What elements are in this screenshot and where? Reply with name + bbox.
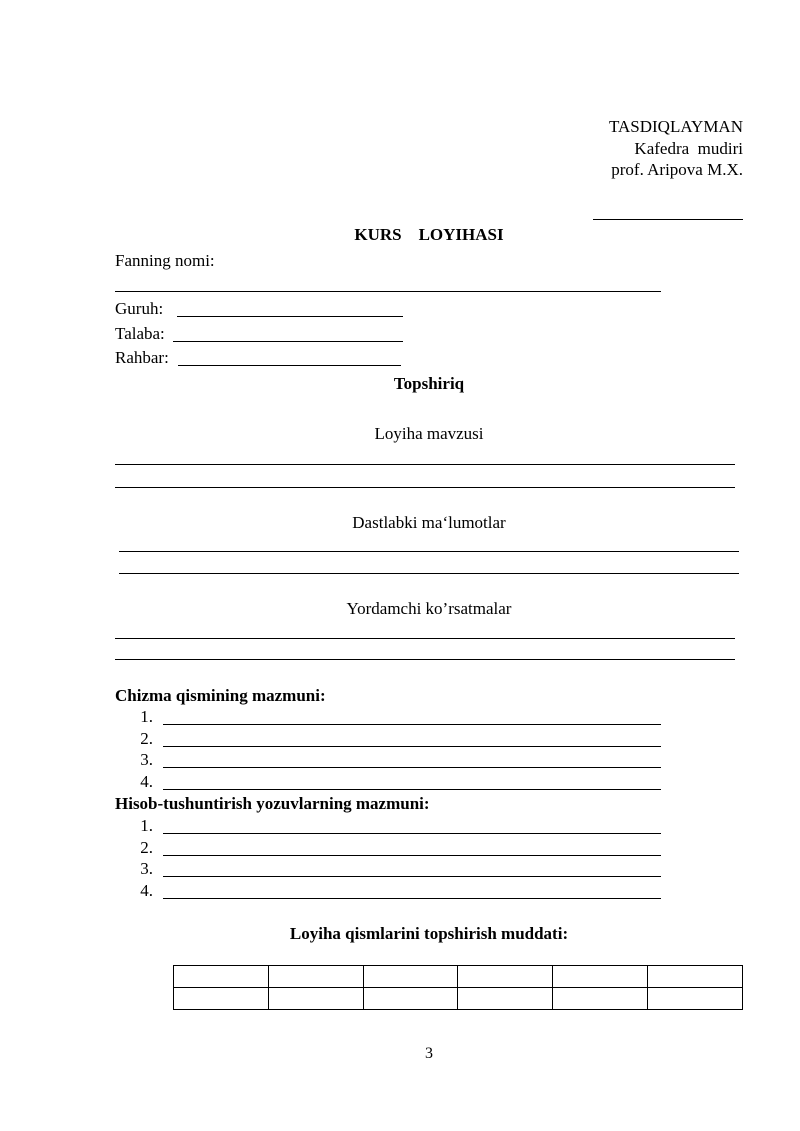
approval-name: prof. Aripova M.X. [611, 160, 743, 179]
drawing-item-number: 1. [140, 707, 153, 726]
drawing-item-number: 2. [140, 729, 153, 748]
table-cell [268, 988, 363, 1010]
signature-line [593, 219, 743, 220]
supervisor-label: Rahbar: [115, 348, 169, 367]
table-cell [363, 988, 458, 1010]
deadline-title: Loyiha qismlarini topshirish muddati: [289, 924, 569, 943]
guidelines-line-2 [115, 659, 735, 660]
table-cell [174, 966, 269, 988]
subject-label: Fanning nomi: [115, 251, 215, 270]
initial-data-line-1 [119, 551, 739, 552]
page-number: 3 [425, 1045, 433, 1062]
initial-data-line-2 [119, 573, 739, 574]
guidelines-heading: Yordamchi ko’rsatmalar [346, 599, 512, 618]
table-row [174, 988, 743, 1010]
group-line [177, 316, 403, 317]
initial-data-heading: Dastlabki ma‘lumotlar [352, 513, 506, 532]
table-cell [174, 988, 269, 1010]
explanatory-section-title: Hisob-tushuntirish yozuvlarning mazmuni: [115, 794, 430, 813]
topic-line-1 [115, 464, 735, 465]
subject-line [115, 291, 661, 292]
student-label: Talaba: [115, 324, 165, 343]
table-cell [458, 988, 553, 1010]
student-line [173, 341, 403, 342]
drawing-item-number: 3. [140, 750, 153, 769]
approval-title: TASDIQLAYMAN [608, 117, 743, 136]
explanatory-item-number: 3. [140, 859, 153, 878]
assignment-title: Topshiriq [393, 374, 465, 393]
table-cell [648, 966, 743, 988]
drawing-item-number: 4. [140, 772, 153, 791]
topic-line-2 [115, 487, 735, 488]
guidelines-line-1 [115, 638, 735, 639]
table-cell [553, 966, 648, 988]
explanatory-item-line [163, 833, 661, 834]
explanatory-item-line [163, 876, 661, 877]
drawing-section-title: Chizma qismining mazmuni: [115, 686, 326, 705]
explanatory-item-line [163, 855, 661, 856]
drawing-item-line [163, 746, 661, 747]
explanatory-item-number: 2. [140, 838, 153, 857]
table-cell [363, 966, 458, 988]
explanatory-item-number: 4. [140, 881, 153, 900]
group-label: Guruh: [115, 299, 164, 318]
drawing-item-line [163, 789, 661, 790]
explanatory-item-line [163, 898, 661, 899]
drawing-item-line [163, 724, 661, 725]
drawing-item-line [163, 767, 661, 768]
document-heading: KURS LOYIHASI [354, 225, 504, 244]
explanatory-item-number: 1. [140, 816, 153, 835]
supervisor-line [178, 365, 401, 366]
deadline-table [173, 965, 743, 1010]
table-cell [648, 988, 743, 1010]
approval-role: Kafedra mudiri [634, 139, 743, 158]
table-cell [458, 966, 553, 988]
table-cell [268, 966, 363, 988]
table-cell [553, 988, 648, 1010]
topic-heading: Loyiha mavzusi [374, 424, 484, 443]
table-row [174, 966, 743, 988]
